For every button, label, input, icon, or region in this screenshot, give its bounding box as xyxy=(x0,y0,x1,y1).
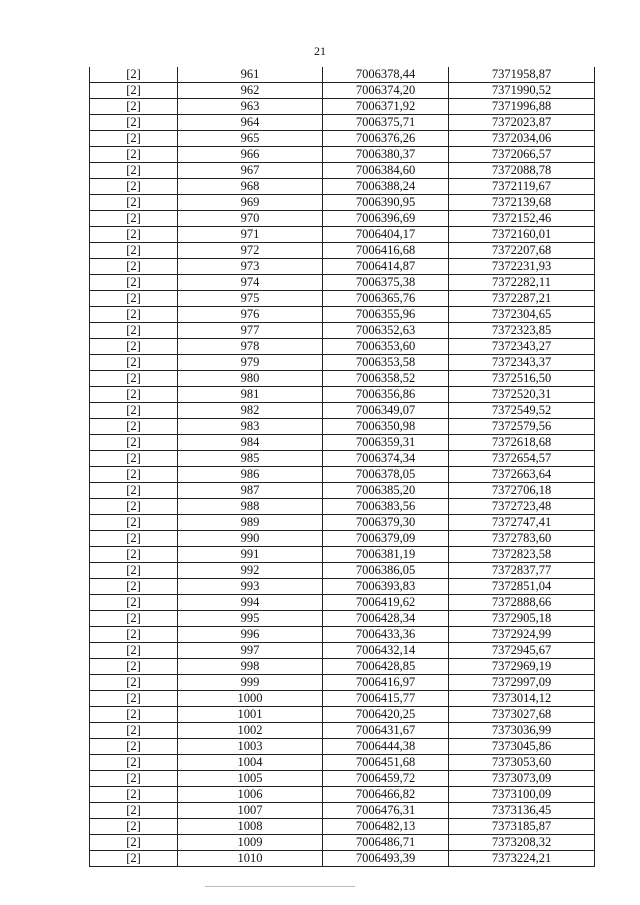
y-coordinate-cell: 7373100,09 xyxy=(449,787,595,803)
reference-cell: [2] xyxy=(90,611,178,627)
table-row xyxy=(90,371,595,387)
table-row xyxy=(90,499,595,515)
y-coordinate-cell: 7373027,68 xyxy=(449,707,595,723)
point-number-cell: 971 xyxy=(178,227,323,243)
x-coordinate-cell: 7006376,26 xyxy=(323,131,449,147)
table-row xyxy=(90,787,595,803)
y-coordinate-cell: 7373053,60 xyxy=(449,755,595,771)
reference-cell: [2] xyxy=(90,451,178,467)
x-coordinate-cell: 7006476,31 xyxy=(323,803,449,819)
y-coordinate-cell: 7372119,67 xyxy=(449,179,595,195)
table-row xyxy=(90,99,595,115)
table-row xyxy=(90,627,595,643)
table-row xyxy=(90,179,595,195)
y-coordinate-cell: 7373208,32 xyxy=(449,835,595,851)
table-row xyxy=(90,163,595,179)
x-coordinate-cell: 7006353,58 xyxy=(323,355,449,371)
point-number-cell: 961 xyxy=(178,67,323,83)
y-coordinate-cell: 7373136,45 xyxy=(449,803,595,819)
point-number-cell: 967 xyxy=(178,163,323,179)
table-row xyxy=(90,211,595,227)
x-coordinate-cell: 7006428,34 xyxy=(323,611,449,627)
point-number-cell: 966 xyxy=(178,147,323,163)
reference-cell: [2] xyxy=(90,595,178,611)
x-coordinate-cell: 7006356,86 xyxy=(323,387,449,403)
y-coordinate-cell: 7372579,56 xyxy=(449,419,595,435)
point-number-cell: 964 xyxy=(178,115,323,131)
x-coordinate-cell: 7006486,71 xyxy=(323,835,449,851)
point-number-cell: 989 xyxy=(178,515,323,531)
x-coordinate-cell: 7006350,98 xyxy=(323,419,449,435)
point-number-cell: 1010 xyxy=(178,851,323,867)
reference-cell: [2] xyxy=(90,387,178,403)
reference-cell: [2] xyxy=(90,307,178,323)
reference-cell: [2] xyxy=(90,115,178,131)
y-coordinate-cell: 7372654,57 xyxy=(449,451,595,467)
point-number-cell: 968 xyxy=(178,179,323,195)
reference-cell: [2] xyxy=(90,675,178,691)
y-coordinate-cell: 7371990,52 xyxy=(449,83,595,99)
point-number-cell: 962 xyxy=(178,83,323,99)
table-row xyxy=(90,643,595,659)
coordinates-table-body xyxy=(90,67,595,867)
y-coordinate-cell: 7372034,06 xyxy=(449,131,595,147)
x-coordinate-cell: 7006374,20 xyxy=(323,83,449,99)
x-coordinate-cell: 7006353,60 xyxy=(323,339,449,355)
page-number: 21 xyxy=(314,44,326,58)
x-coordinate-cell: 7006433,36 xyxy=(323,627,449,643)
table-row xyxy=(90,403,595,419)
y-coordinate-cell: 7372997,09 xyxy=(449,675,595,691)
reference-cell: [2] xyxy=(90,323,178,339)
table-row xyxy=(90,515,595,531)
y-coordinate-cell: 7372723,48 xyxy=(449,499,595,515)
y-coordinate-cell: 7372139,68 xyxy=(449,195,595,211)
y-coordinate-cell: 7372343,27 xyxy=(449,339,595,355)
point-number-cell: 997 xyxy=(178,643,323,659)
reference-cell: [2] xyxy=(90,179,178,195)
point-number-cell: 986 xyxy=(178,467,323,483)
y-coordinate-cell: 7372323,85 xyxy=(449,323,595,339)
y-coordinate-cell: 7372618,68 xyxy=(449,435,595,451)
point-number-cell: 996 xyxy=(178,627,323,643)
table-row xyxy=(90,707,595,723)
point-number-cell: 965 xyxy=(178,131,323,147)
coordinates-table xyxy=(89,67,595,867)
x-coordinate-cell: 7006378,44 xyxy=(323,67,449,83)
y-coordinate-cell: 7372888,66 xyxy=(449,595,595,611)
y-coordinate-cell: 7371996,88 xyxy=(449,99,595,115)
point-number-cell: 1006 xyxy=(178,787,323,803)
y-coordinate-cell: 7372282,11 xyxy=(449,275,595,291)
point-number-cell: 982 xyxy=(178,403,323,419)
reference-cell: [2] xyxy=(90,371,178,387)
point-number-cell: 987 xyxy=(178,483,323,499)
y-coordinate-cell: 7373224,21 xyxy=(449,851,595,867)
y-coordinate-cell: 7372905,18 xyxy=(449,611,595,627)
y-coordinate-cell: 7373073,09 xyxy=(449,771,595,787)
reference-cell: [2] xyxy=(90,83,178,99)
x-coordinate-cell: 7006359,31 xyxy=(323,435,449,451)
x-coordinate-cell: 7006374,34 xyxy=(323,451,449,467)
reference-cell: [2] xyxy=(90,547,178,563)
x-coordinate-cell: 7006416,97 xyxy=(323,675,449,691)
table-row xyxy=(90,851,595,867)
reference-cell: [2] xyxy=(90,483,178,499)
x-coordinate-cell: 7006428,85 xyxy=(323,659,449,675)
table-row xyxy=(90,291,595,307)
x-coordinate-cell: 7006375,71 xyxy=(323,115,449,131)
y-coordinate-cell: 7372783,60 xyxy=(449,531,595,547)
table-row xyxy=(90,435,595,451)
x-coordinate-cell: 7006371,92 xyxy=(323,99,449,115)
reference-cell: [2] xyxy=(90,579,178,595)
x-coordinate-cell: 7006355,96 xyxy=(323,307,449,323)
x-coordinate-cell: 7006416,68 xyxy=(323,243,449,259)
reference-cell: [2] xyxy=(90,707,178,723)
reference-cell: [2] xyxy=(90,787,178,803)
table-row xyxy=(90,147,595,163)
table-row xyxy=(90,579,595,595)
x-coordinate-cell: 7006404,17 xyxy=(323,227,449,243)
point-number-cell: 974 xyxy=(178,275,323,291)
point-number-cell: 978 xyxy=(178,339,323,355)
point-number-cell: 985 xyxy=(178,451,323,467)
table-row xyxy=(90,531,595,547)
x-coordinate-cell: 7006352,63 xyxy=(323,323,449,339)
x-coordinate-cell: 7006358,52 xyxy=(323,371,449,387)
table-row xyxy=(90,131,595,147)
reference-cell: [2] xyxy=(90,259,178,275)
point-number-cell: 1009 xyxy=(178,835,323,851)
reference-cell: [2] xyxy=(90,243,178,259)
table-row xyxy=(90,483,595,499)
reference-cell: [2] xyxy=(90,99,178,115)
reference-cell: [2] xyxy=(90,515,178,531)
table-row xyxy=(90,83,595,99)
table-row xyxy=(90,803,595,819)
table-row xyxy=(90,355,595,371)
reference-cell: [2] xyxy=(90,691,178,707)
point-number-cell: 999 xyxy=(178,675,323,691)
y-coordinate-cell: 7372088,78 xyxy=(449,163,595,179)
reference-cell: [2] xyxy=(90,355,178,371)
y-coordinate-cell: 7372152,46 xyxy=(449,211,595,227)
x-coordinate-cell: 7006451,68 xyxy=(323,755,449,771)
point-number-cell: 975 xyxy=(178,291,323,307)
x-coordinate-cell: 7006379,30 xyxy=(323,515,449,531)
reference-cell: [2] xyxy=(90,275,178,291)
point-number-cell: 963 xyxy=(178,99,323,115)
table-row xyxy=(90,467,595,483)
table-row xyxy=(90,195,595,211)
reference-cell: [2] xyxy=(90,723,178,739)
reference-cell: [2] xyxy=(90,771,178,787)
table-row xyxy=(90,819,595,835)
y-coordinate-cell: 7372924,99 xyxy=(449,627,595,643)
x-coordinate-cell: 7006384,60 xyxy=(323,163,449,179)
point-number-cell: 983 xyxy=(178,419,323,435)
table-row xyxy=(90,451,595,467)
table-row xyxy=(90,595,595,611)
x-coordinate-cell: 7006379,09 xyxy=(323,531,449,547)
y-coordinate-cell: 7372343,37 xyxy=(449,355,595,371)
x-coordinate-cell: 7006420,25 xyxy=(323,707,449,723)
reference-cell: [2] xyxy=(90,67,178,83)
point-number-cell: 998 xyxy=(178,659,323,675)
point-number-cell: 991 xyxy=(178,547,323,563)
table-row xyxy=(90,323,595,339)
x-coordinate-cell: 7006396,69 xyxy=(323,211,449,227)
y-coordinate-cell: 7372706,18 xyxy=(449,483,595,499)
table-row xyxy=(90,307,595,323)
y-coordinate-cell: 7372520,31 xyxy=(449,387,595,403)
point-number-cell: 1001 xyxy=(178,707,323,723)
x-coordinate-cell: 7006393,83 xyxy=(323,579,449,595)
x-coordinate-cell: 7006459,72 xyxy=(323,771,449,787)
y-coordinate-cell: 7372969,19 xyxy=(449,659,595,675)
x-coordinate-cell: 7006383,56 xyxy=(323,499,449,515)
y-coordinate-cell: 7372066,57 xyxy=(449,147,595,163)
table-row xyxy=(90,339,595,355)
y-coordinate-cell: 7373045,86 xyxy=(449,739,595,755)
y-coordinate-cell: 7373036,99 xyxy=(449,723,595,739)
x-coordinate-cell: 7006493,39 xyxy=(323,851,449,867)
y-coordinate-cell: 7372549,52 xyxy=(449,403,595,419)
x-coordinate-cell: 7006466,82 xyxy=(323,787,449,803)
y-coordinate-cell: 7373185,87 xyxy=(449,819,595,835)
table-row xyxy=(90,67,595,83)
x-coordinate-cell: 7006385,20 xyxy=(323,483,449,499)
x-coordinate-cell: 7006365,76 xyxy=(323,291,449,307)
reference-cell: [2] xyxy=(90,499,178,515)
table-row xyxy=(90,227,595,243)
point-number-cell: 979 xyxy=(178,355,323,371)
reference-cell: [2] xyxy=(90,531,178,547)
table-row xyxy=(90,755,595,771)
reference-cell: [2] xyxy=(90,147,178,163)
reference-cell: [2] xyxy=(90,803,178,819)
table-row xyxy=(90,771,595,787)
reference-cell: [2] xyxy=(90,819,178,835)
x-coordinate-cell: 7006375,38 xyxy=(323,275,449,291)
x-coordinate-cell: 7006380,37 xyxy=(323,147,449,163)
x-coordinate-cell: 7006431,67 xyxy=(323,723,449,739)
reference-cell: [2] xyxy=(90,659,178,675)
table-row xyxy=(90,691,595,707)
reference-cell: [2] xyxy=(90,835,178,851)
y-coordinate-cell: 7372231,93 xyxy=(449,259,595,275)
table-row xyxy=(90,275,595,291)
point-number-cell: 995 xyxy=(178,611,323,627)
table-row xyxy=(90,675,595,691)
point-number-cell: 972 xyxy=(178,243,323,259)
point-number-cell: 1005 xyxy=(178,771,323,787)
table-row xyxy=(90,115,595,131)
reference-cell: [2] xyxy=(90,227,178,243)
y-coordinate-cell: 7372023,87 xyxy=(449,115,595,131)
point-number-cell: 984 xyxy=(178,435,323,451)
point-number-cell: 969 xyxy=(178,195,323,211)
point-number-cell: 988 xyxy=(178,499,323,515)
point-number-cell: 992 xyxy=(178,563,323,579)
x-coordinate-cell: 7006415,77 xyxy=(323,691,449,707)
point-number-cell: 990 xyxy=(178,531,323,547)
reference-cell: [2] xyxy=(90,851,178,867)
point-number-cell: 1007 xyxy=(178,803,323,819)
reference-cell: [2] xyxy=(90,211,178,227)
reference-cell: [2] xyxy=(90,291,178,307)
point-number-cell: 973 xyxy=(178,259,323,275)
reference-cell: [2] xyxy=(90,403,178,419)
y-coordinate-cell: 7371958,87 xyxy=(449,67,595,83)
reference-cell: [2] xyxy=(90,195,178,211)
reference-cell: [2] xyxy=(90,435,178,451)
reference-cell: [2] xyxy=(90,131,178,147)
y-coordinate-cell: 7372945,67 xyxy=(449,643,595,659)
x-coordinate-cell: 7006419,62 xyxy=(323,595,449,611)
point-number-cell: 1003 xyxy=(178,739,323,755)
point-number-cell: 976 xyxy=(178,307,323,323)
footer-divider xyxy=(205,886,355,887)
point-number-cell: 1002 xyxy=(178,723,323,739)
reference-cell: [2] xyxy=(90,419,178,435)
point-number-cell: 977 xyxy=(178,323,323,339)
point-number-cell: 993 xyxy=(178,579,323,595)
y-coordinate-cell: 7372516,50 xyxy=(449,371,595,387)
x-coordinate-cell: 7006378,05 xyxy=(323,467,449,483)
reference-cell: [2] xyxy=(90,643,178,659)
point-number-cell: 1000 xyxy=(178,691,323,707)
reference-cell: [2] xyxy=(90,739,178,755)
point-number-cell: 981 xyxy=(178,387,323,403)
table-row xyxy=(90,563,595,579)
x-coordinate-cell: 7006432,14 xyxy=(323,643,449,659)
point-number-cell: 994 xyxy=(178,595,323,611)
reference-cell: [2] xyxy=(90,563,178,579)
y-coordinate-cell: 7372160,01 xyxy=(449,227,595,243)
y-coordinate-cell: 7372837,77 xyxy=(449,563,595,579)
y-coordinate-cell: 7373014,12 xyxy=(449,691,595,707)
table-row xyxy=(90,659,595,675)
reference-cell: [2] xyxy=(90,755,178,771)
x-coordinate-cell: 7006386,05 xyxy=(323,563,449,579)
table-row xyxy=(90,419,595,435)
point-number-cell: 1004 xyxy=(178,755,323,771)
y-coordinate-cell: 7372663,64 xyxy=(449,467,595,483)
x-coordinate-cell: 7006390,95 xyxy=(323,195,449,211)
x-coordinate-cell: 7006444,38 xyxy=(323,739,449,755)
point-number-cell: 970 xyxy=(178,211,323,227)
x-coordinate-cell: 7006349,07 xyxy=(323,403,449,419)
reference-cell: [2] xyxy=(90,467,178,483)
x-coordinate-cell: 7006482,13 xyxy=(323,819,449,835)
y-coordinate-cell: 7372823,58 xyxy=(449,547,595,563)
reference-cell: [2] xyxy=(90,163,178,179)
y-coordinate-cell: 7372747,41 xyxy=(449,515,595,531)
x-coordinate-cell: 7006388,24 xyxy=(323,179,449,195)
x-coordinate-cell: 7006381,19 xyxy=(323,547,449,563)
x-coordinate-cell: 7006414,87 xyxy=(323,259,449,275)
table-row xyxy=(90,835,595,851)
point-number-cell: 1008 xyxy=(178,819,323,835)
y-coordinate-cell: 7372851,04 xyxy=(449,579,595,595)
y-coordinate-cell: 7372287,21 xyxy=(449,291,595,307)
point-number-cell: 980 xyxy=(178,371,323,387)
table-row xyxy=(90,739,595,755)
table-row xyxy=(90,387,595,403)
y-coordinate-cell: 7372207,68 xyxy=(449,243,595,259)
table-row xyxy=(90,611,595,627)
table-row xyxy=(90,259,595,275)
reference-cell: [2] xyxy=(90,339,178,355)
table-row xyxy=(90,547,595,563)
reference-cell: [2] xyxy=(90,627,178,643)
y-coordinate-cell: 7372304,65 xyxy=(449,307,595,323)
table-row xyxy=(90,723,595,739)
table-row xyxy=(90,243,595,259)
